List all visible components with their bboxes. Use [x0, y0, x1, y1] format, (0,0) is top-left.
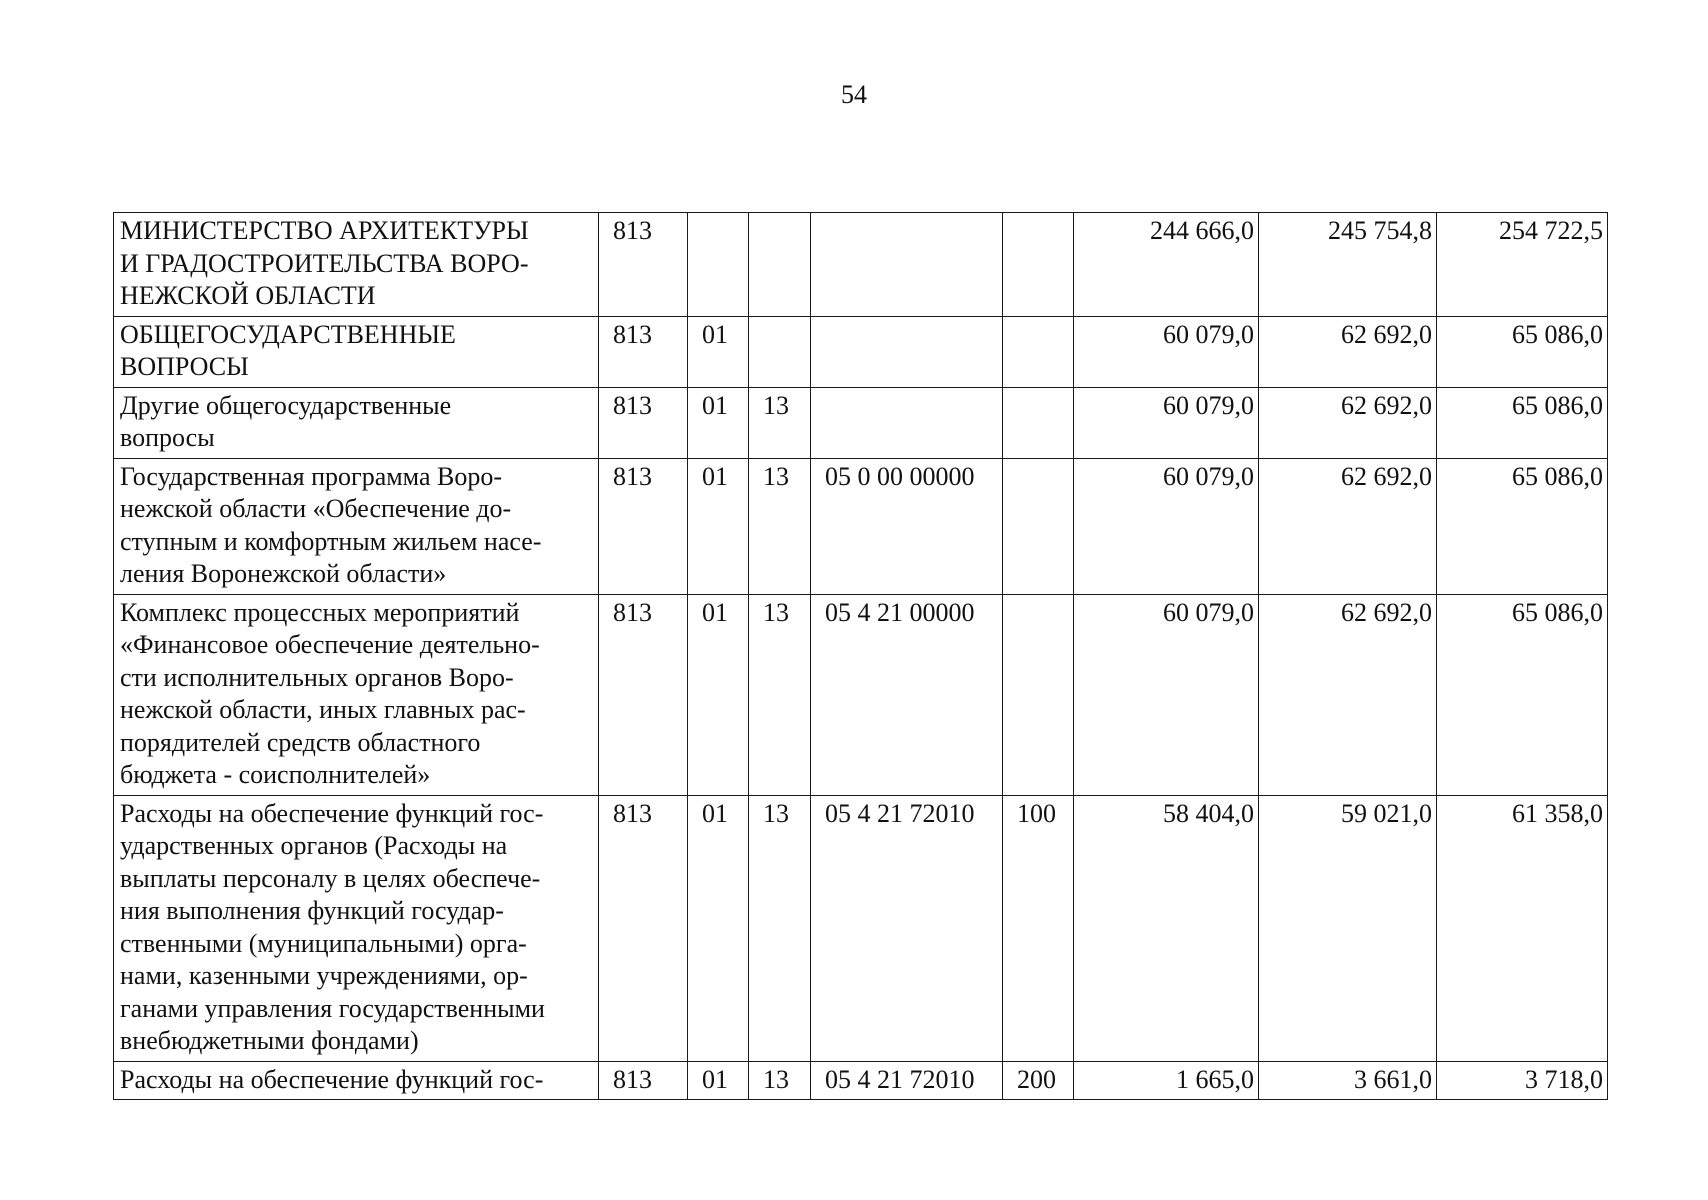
subsection-code-cell: 13 — [749, 795, 811, 1061]
row-name-line: ственными (муниципальными) орга- — [120, 928, 527, 958]
amount-year-1-cell: 60 079,0 — [1074, 594, 1259, 795]
row-name-line: выплаты персоналу в целях обеспече- — [120, 863, 541, 893]
section-code-cell: 01 — [688, 458, 749, 594]
row-name-line: Комплекс процессных мероприятий — [120, 597, 520, 627]
row-name-cell — [114, 316, 599, 387]
table-body — [114, 213, 1608, 1100]
table-row — [114, 213, 1608, 317]
target-article-cell: 05 4 21 72010 — [811, 795, 1003, 1061]
amount-year-2-cell: 62 692,0 — [1259, 387, 1437, 458]
subsection-code-cell: 13 — [749, 594, 811, 795]
expense-type-cell: 100 — [1003, 795, 1074, 1061]
row-name-cell — [114, 594, 599, 795]
budget-table — [113, 212, 1608, 1100]
amount-year-1-cell: 60 079,0 — [1074, 387, 1259, 458]
ministry-code-cell: 813 — [599, 387, 688, 458]
amount-year-1-cell: 58 404,0 — [1074, 795, 1259, 1061]
amount-year-3-cell: 61 358,0 — [1437, 795, 1608, 1061]
row-name-cell — [114, 387, 599, 458]
ministry-code-cell: 813 — [599, 594, 688, 795]
amount-year-2-cell: 59 021,0 — [1259, 795, 1437, 1061]
row-name-line: НЕЖСКОЙ ОБЛАСТИ — [120, 281, 376, 310]
table-row — [114, 387, 1608, 458]
amount-year-2-cell: 62 692,0 — [1259, 458, 1437, 594]
row-name-line: ния выполнения функций государ- — [120, 896, 504, 925]
ministry-code-cell: 813 — [599, 316, 688, 387]
table-row — [114, 316, 1608, 387]
row-name-cell — [114, 213, 599, 317]
amount-year-3-cell: 65 086,0 — [1437, 316, 1608, 387]
row-name-line: ступным и комфортным жильем насе- — [120, 526, 542, 556]
row-name-line: сти исполнительных органов Воро- — [120, 662, 514, 692]
target-article-cell — [811, 213, 1003, 317]
section-code-cell: 01 — [688, 594, 749, 795]
row-name-line: Расходы на обеспечение функций гос- — [120, 798, 544, 828]
row-name-line: «Финансовое обеспечение деятельно- — [120, 630, 540, 659]
amount-year-2-cell: 3 661,0 — [1259, 1061, 1437, 1100]
expense-type-cell — [1003, 387, 1074, 458]
target-article-cell — [811, 387, 1003, 458]
amount-year-2-cell: 62 692,0 — [1259, 594, 1437, 795]
target-article-cell — [811, 316, 1003, 387]
amount-year-3-cell: 65 086,0 — [1437, 387, 1608, 458]
section-code-cell: 01 — [688, 387, 749, 458]
amount-year-2-cell: 62 692,0 — [1259, 316, 1437, 387]
section-code-cell: 01 — [688, 1061, 749, 1100]
section-code-cell: 01 — [688, 795, 749, 1061]
subsection-code-cell: 13 — [749, 458, 811, 594]
subsection-code-cell: 13 — [749, 387, 811, 458]
expense-type-cell — [1003, 594, 1074, 795]
amount-year-2-cell: 245 754,8 — [1259, 213, 1437, 317]
amount-year-3-cell: 254 722,5 — [1437, 213, 1608, 317]
row-name-line: ОБЩЕГОСУДАРСТВЕННЫЕ — [120, 319, 456, 349]
row-name-line: И ГРАДОСТРОИТЕЛЬСТВА ВОРО- — [120, 248, 529, 278]
amount-year-3-cell: 3 718,0 — [1437, 1061, 1608, 1100]
row-name-line: внебюджетными фондами) — [120, 1026, 419, 1055]
amount-year-3-cell: 65 086,0 — [1437, 594, 1608, 795]
expense-type-cell — [1003, 316, 1074, 387]
expense-type-cell: 200 — [1003, 1061, 1074, 1100]
expense-type-cell — [1003, 458, 1074, 594]
table-row — [114, 795, 1608, 1061]
row-name-cell — [114, 795, 599, 1061]
row-name-line: Другие общегосударственные — [120, 390, 452, 420]
amount-year-3-cell: 65 086,0 — [1437, 458, 1608, 594]
row-name-line: нежской области «Обеспечение до- — [120, 494, 512, 523]
amount-year-1-cell: 1 665,0 — [1074, 1061, 1259, 1100]
row-name-line: вопросы — [120, 423, 215, 452]
section-code-cell — [688, 213, 749, 317]
ministry-code-cell: 813 — [599, 458, 688, 594]
section-code-cell: 01 — [688, 316, 749, 387]
ministry-code-cell: 813 — [599, 1061, 688, 1100]
row-name-line: ления Воронежской области» — [120, 559, 447, 588]
row-name-line: бюджета - соисполнителей» — [120, 760, 431, 789]
row-name-line: порядителей средств областного — [120, 727, 481, 757]
target-article-cell: 05 4 21 00000 — [811, 594, 1003, 795]
subsection-code-cell — [749, 316, 811, 387]
expense-type-cell — [1003, 213, 1074, 317]
row-name-line: ганами управления государственными — [120, 993, 545, 1023]
row-name-line: ВОПРОСЫ — [120, 352, 249, 381]
target-article-cell: 05 4 21 72010 — [811, 1061, 1003, 1100]
row-name-line: ударственных органов (Расходы на — [120, 831, 508, 860]
page-number: 54 — [841, 80, 867, 109]
row-name-cell — [114, 1061, 599, 1100]
amount-year-1-cell: 60 079,0 — [1074, 458, 1259, 594]
amount-year-1-cell: 60 079,0 — [1074, 316, 1259, 387]
subsection-code-cell — [749, 213, 811, 317]
ministry-code-cell: 813 — [599, 213, 688, 317]
amount-year-1-cell: 244 666,0 — [1074, 213, 1259, 317]
row-name-cell — [114, 458, 599, 594]
table-row — [114, 458, 1608, 594]
ministry-code-cell: 813 — [599, 795, 688, 1061]
table-row — [114, 594, 1608, 795]
row-name-line: Расходы на обеспечение функций гос- — [120, 1064, 544, 1094]
row-name-line: Государственная программа Воро- — [120, 461, 503, 491]
row-name-line: МИНИСТЕРСТВО АРХИТЕКТУРЫ — [120, 216, 529, 245]
subsection-code-cell: 13 — [749, 1061, 811, 1100]
target-article-cell: 05 0 00 00000 — [811, 458, 1003, 594]
table-row — [114, 1061, 1608, 1100]
row-name-line: нами, казенными учреждениями, ор- — [120, 961, 528, 990]
row-name-line: нежской области, иных главных рас- — [120, 695, 526, 724]
